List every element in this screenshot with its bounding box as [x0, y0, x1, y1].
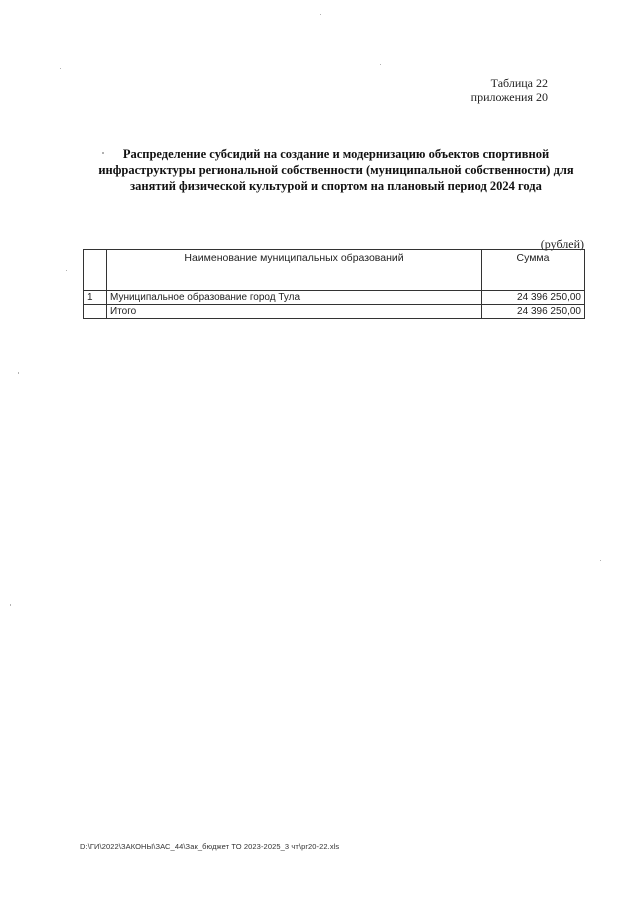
table-reference: [440, 76, 548, 104]
total-row: [84, 305, 585, 319]
table-row: [84, 291, 585, 305]
title-line-3: занятий физической культурой и спортом на плановый период 2024 года: [130, 179, 542, 193]
total-num: [84, 305, 107, 319]
table-number: Таблица 22: [490, 76, 548, 90]
scan-speck: [102, 152, 104, 154]
row-name: Муниципальное образование город Тула: [107, 291, 482, 305]
subsidies-table: [83, 249, 585, 319]
row-num: 1: [84, 291, 107, 305]
header-name: Наименование муниципальных образований: [107, 250, 482, 291]
scan-speck: [10, 604, 11, 606]
row-sum: 24 396 250,00: [482, 291, 585, 305]
scan-speck: [320, 14, 321, 15]
header-sum: Сумма: [482, 250, 585, 291]
scan-speck: [66, 270, 67, 271]
scan-speck: [600, 560, 601, 561]
scan-speck: [60, 68, 61, 69]
scan-speck: [380, 64, 381, 65]
title-line-1: Распределение субсидий на создание и модернизацию объектов спортивной: [122, 147, 550, 161]
scan-speck: [18, 372, 19, 374]
title-line-2: инфраструктуры региональной собственности (муниципальной собственности) для: [98, 163, 574, 177]
total-sum: 24 396 250,00: [482, 305, 585, 319]
table-header-row: [84, 250, 585, 291]
document-title: [96, 146, 576, 194]
appendix-number: приложения 20: [470, 90, 548, 104]
units-label: (рублей): [540, 237, 584, 251]
header-num: [84, 250, 107, 291]
file-path: D:\ГИ\2022\ЗАКОНЫ\ЗАС_44\Зак_бюджет ТО 2023-2025_3 чт\pr20-22.xls: [80, 842, 340, 851]
total-name: Итого: [107, 305, 482, 319]
